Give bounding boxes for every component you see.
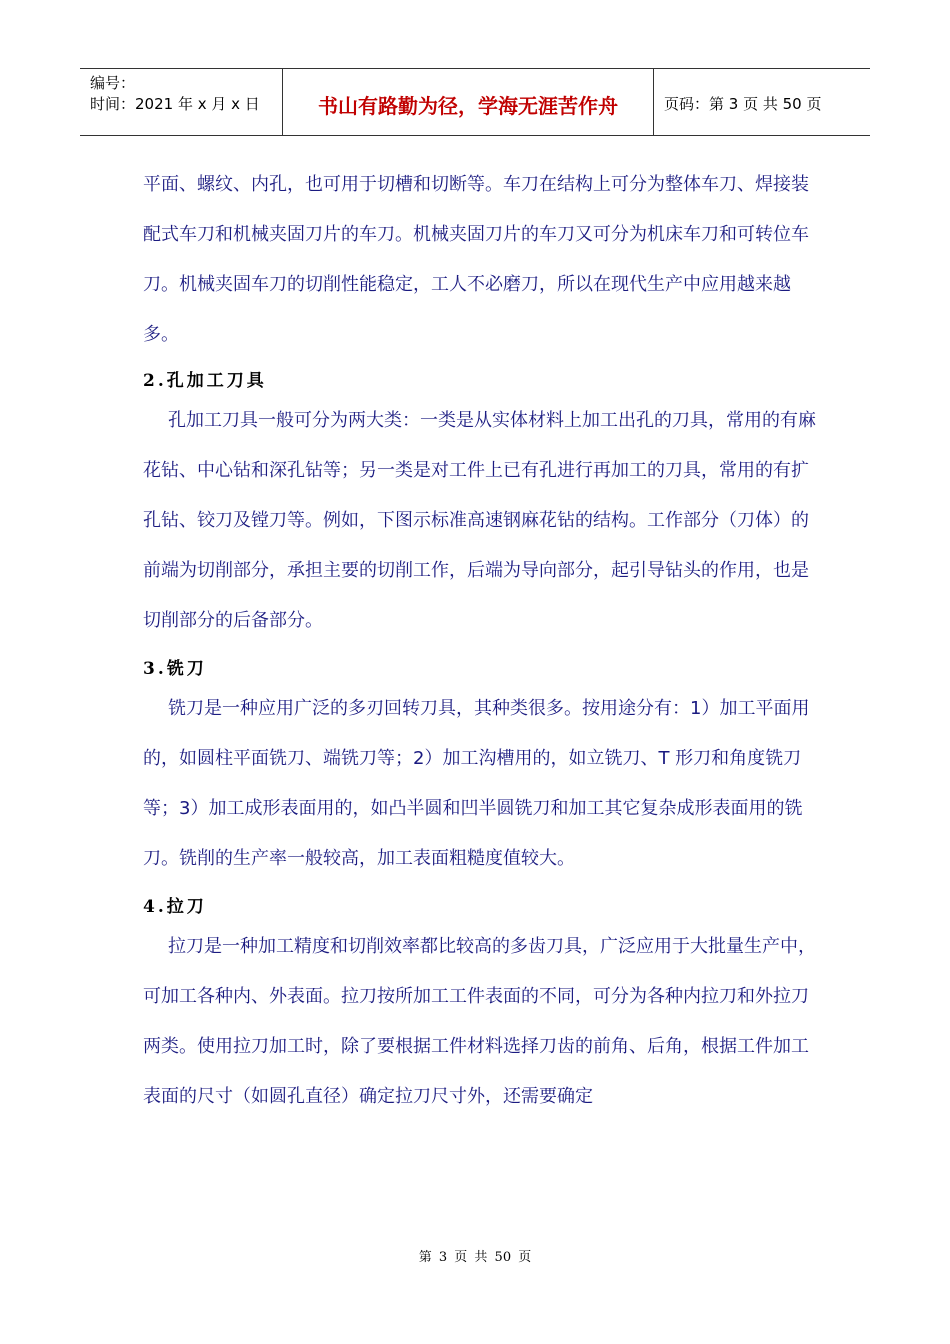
section-body-hole-tools: 孔加工刀具一般可分为两大类：一类是从实体材料上加工出孔的刀具，常用的有麻花钻、中心钻和深孔钻等；另一类是对工件上已有孔进行再加工的刀具，常用的有扩孔钻、铰刀及镗刀等。例如，下图示标准高速钢麻花钻的结构。工作部分（刀体）的前端为切削部分，承担主要的切削工作，后端为导向部分，起引导钻头的作用，也是切削部分的后备部分。 [143, 410, 816, 631]
header-page-label: 页码：第 3 页 共 50 页 [664, 94, 822, 113]
header-motto: 书山有路勤为径，学海无涯苦作舟 [282, 69, 654, 135]
section-heading-broach: 4.拉刀 [143, 897, 207, 917]
page-header [80, 68, 870, 136]
number-label: 编号： [90, 74, 136, 92]
section-heading-milling-cutter: 3.铣刀 [143, 659, 207, 679]
section-heading-hole-tools: 2.孔加工刀具 [143, 371, 267, 391]
header-left-cell [80, 69, 282, 135]
page-footer: 第 3 页 共 50 页 [418, 1250, 532, 1265]
document-body [143, 160, 823, 1122]
time-label: 时间：2021 年 x 月 x 日 [90, 95, 260, 113]
section-body-milling-cutter: 铣刀是一种应用广泛的多刃回转刀具，其种类很多。按用途分有：1）加工平面用的，如圆柱平面铣刀、端铣刀等；2）加工沟槽用的，如立铣刀、T 形刀和角度铣刀等；3）加工成形表面用的，如凸半圆和凹半圆铣刀和加工其它复杂成形表面用的铣刀。铣削的生产率一般较高，加工表面粗糙度值较大。 [143, 698, 810, 869]
intro-paragraph: 平面、螺纹、内孔，也可用于切槽和切断等。车刀在结构上可分为整体车刀、焊接装配式车刀和机械夹固刀片的车刀。机械夹固刀片的车刀又可分为机床车刀和可转位车刀。机械夹固车刀的切削性能稳定，工人不必磨刀，所以在现代生产中应用越来越多。 [143, 174, 809, 345]
section-body-broach: 拉刀是一种加工精度和切削效率都比较高的多齿刀具，广泛应用于大批量生产中，可加工各种内、外表面。拉刀按所加工工件表面的不同，可分为各种内拉刀和外拉刀两类。使用拉刀加工时，除了要根据工件材料选择刀齿的前角、后角，根据工件加工表面的尺寸（如圆孔直径）确定拉刀尺寸外，还需要确定 [143, 936, 816, 1107]
